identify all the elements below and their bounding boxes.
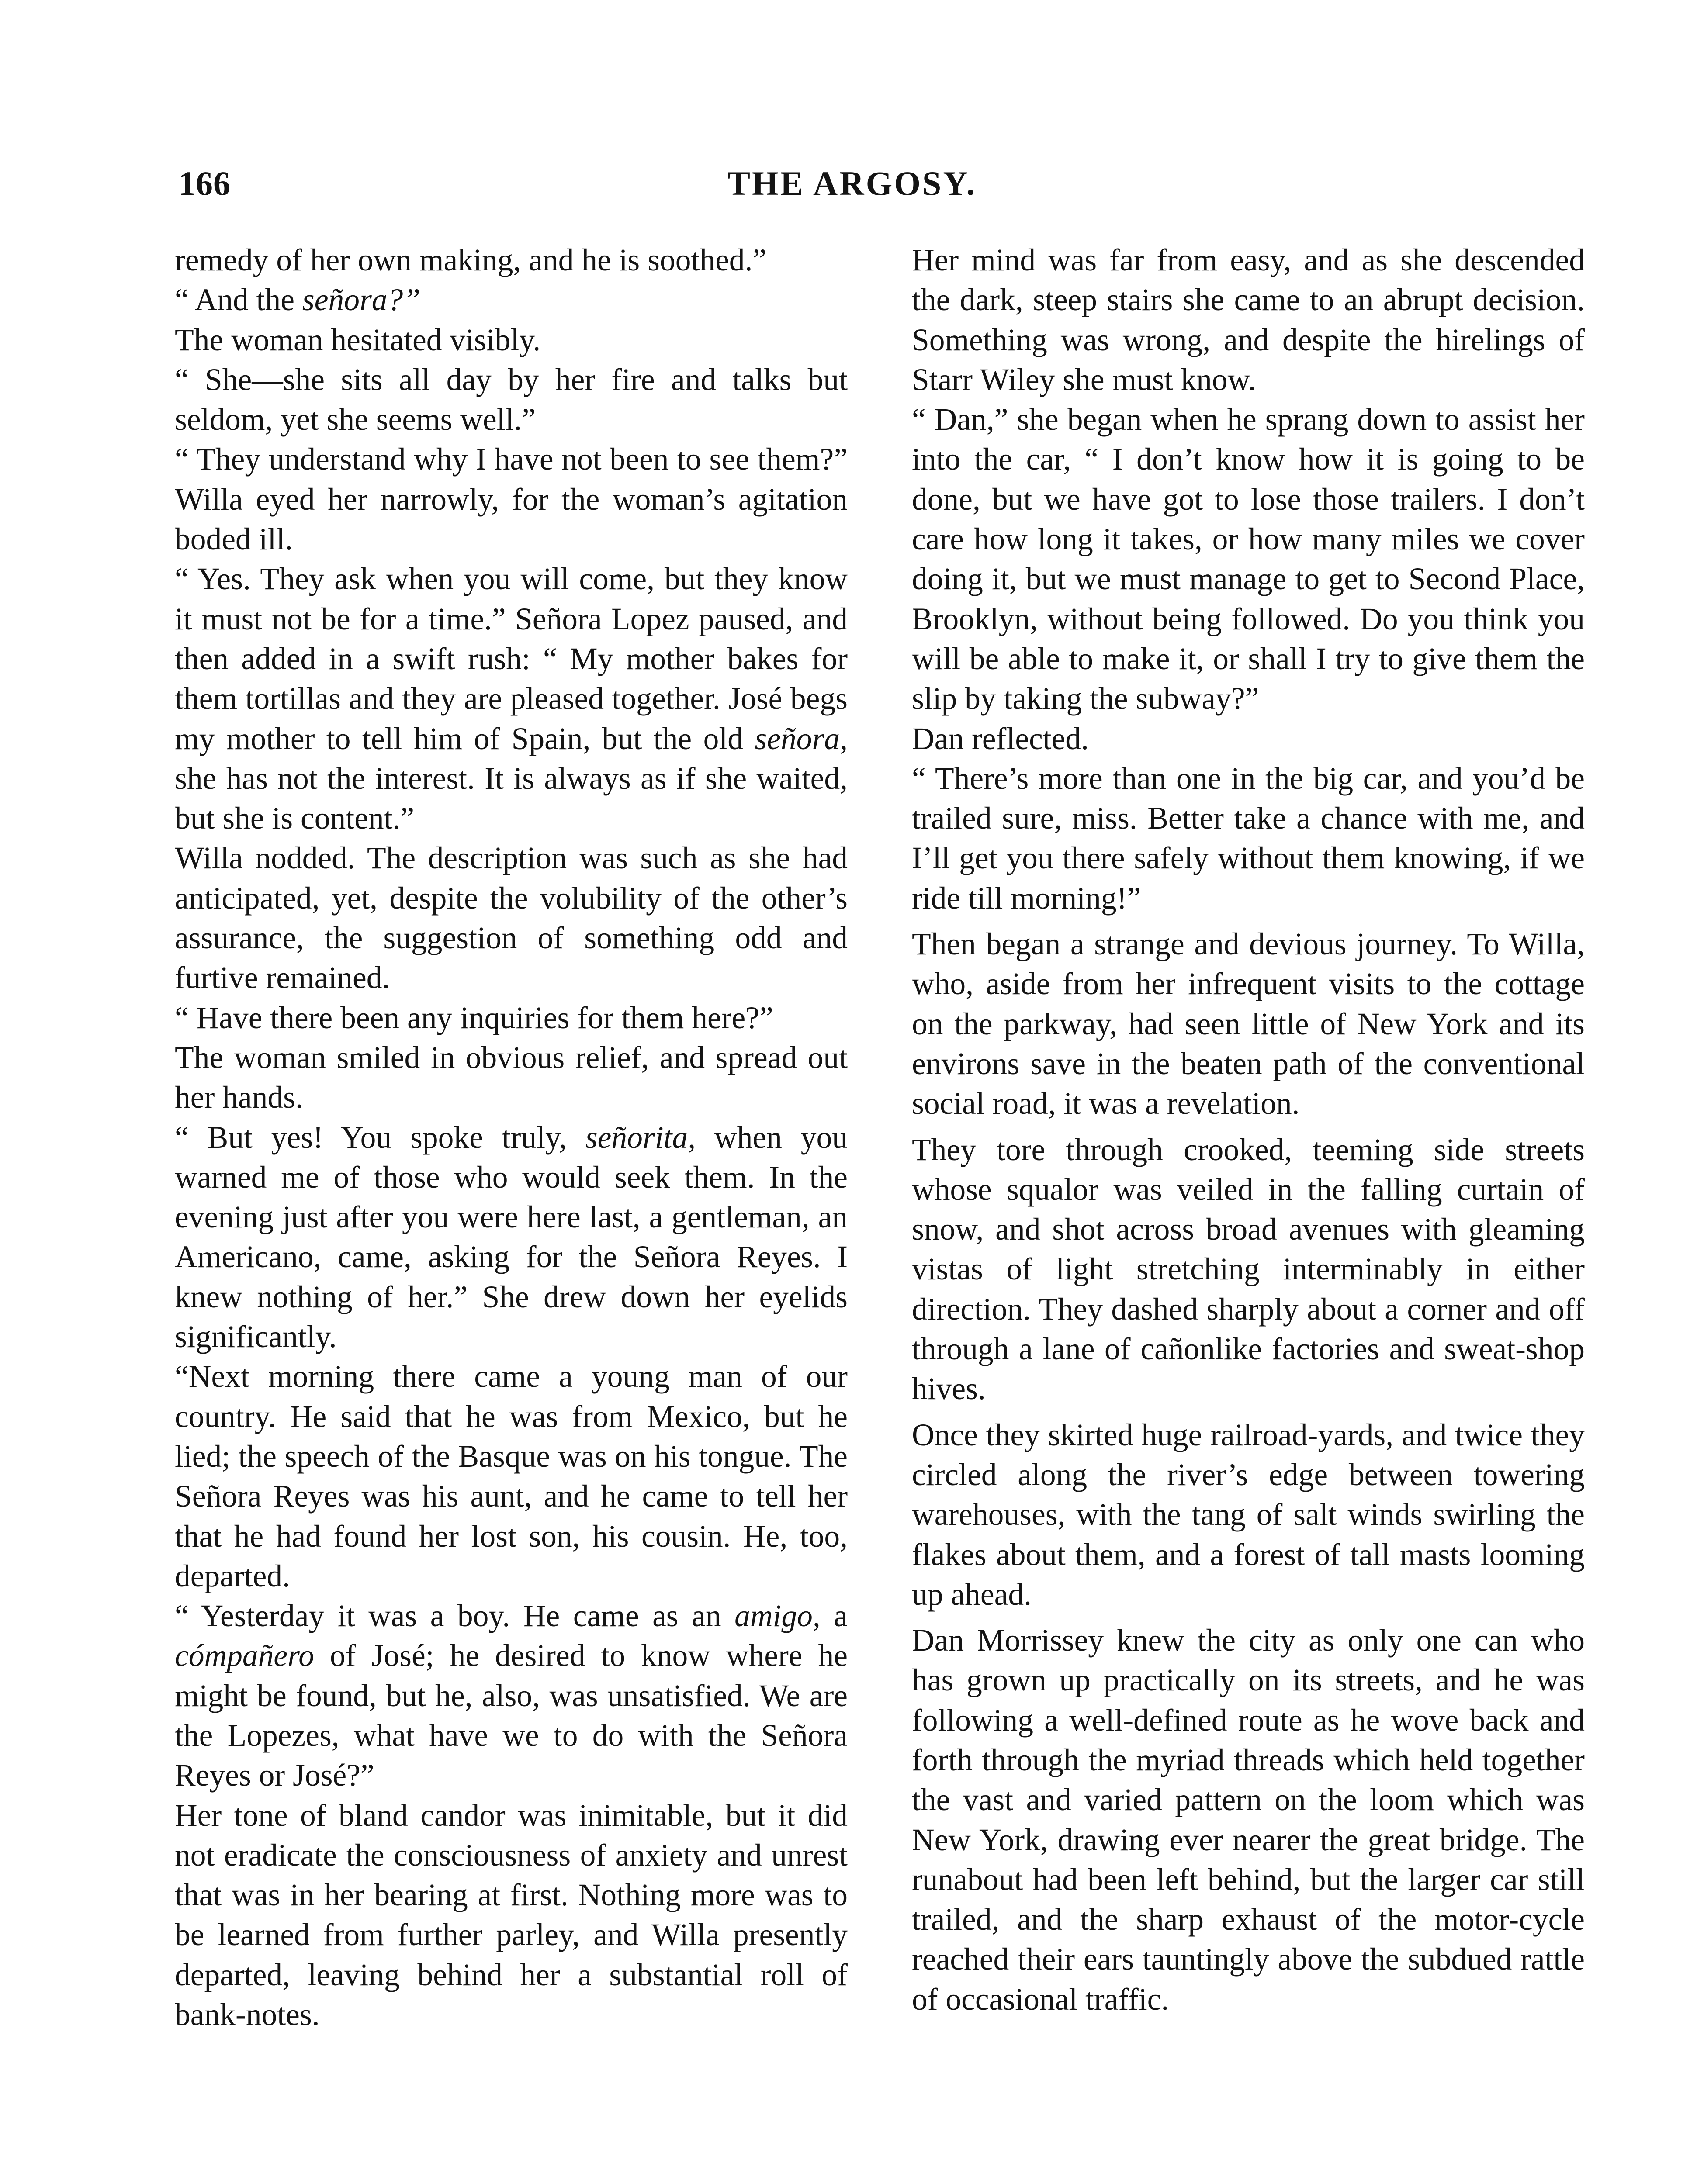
italic-run: cómpañero xyxy=(175,1638,315,1673)
paragraph xyxy=(912,1130,1585,1409)
paragraph xyxy=(912,759,1585,918)
paragraph xyxy=(175,1118,848,1357)
text-run: a xyxy=(820,1599,848,1634)
paragraph xyxy=(175,998,848,1038)
text-run: “ And the xyxy=(175,283,302,318)
paragraph xyxy=(175,439,848,559)
text-run: of José; he desired to know where he might be found, but he, also, was unsatisfied. We are the Lopezes, what have we to do with the Señora Reyes or José?” xyxy=(175,1638,848,1793)
text-run: “ There’s more than one in the big car, and you’d be trailed sure, miss. Better take a chance with me, and I’ll get you there safely without them knowing, if we ride till morning!” xyxy=(912,761,1585,916)
italic-run: señora?” xyxy=(302,283,421,318)
paragraph xyxy=(175,360,848,440)
paragraph xyxy=(175,280,848,320)
text-run: “ Yesterday it was a boy. He came as an xyxy=(175,1599,735,1634)
text-run: They tore through crooked, teeming side streets whose squalor was veiled in the falling curtain of snow, and shot across broad avenues with gleaming vistas of light stretching interminably in either direction. They dashed sharply about a corner and off through a lane of cañonlike factories and sweat-shop hives. xyxy=(912,1132,1585,1406)
text-run: Willa nodded. The description was such as she had anticipated, yet, despite the volubility of the other’s assurance, the suggestion of something odd and furtive remained. xyxy=(175,841,848,995)
running-head: THE ARGOSY. xyxy=(727,164,977,202)
text-run: she has not the interest. It is always as if she waited, but she is content.” xyxy=(175,761,848,836)
text-run: Then began a strange and devious journey. To Willa, who, aside from her infrequent visits to the cottage on the parkway, had seen little of New York and its environs save in the beaten path of the conventional social road, it was a revelation. xyxy=(912,927,1585,1121)
right-column xyxy=(912,240,1585,2019)
paragraph xyxy=(912,924,1585,1123)
paragraph xyxy=(175,320,848,360)
paragraph xyxy=(175,1596,848,1795)
paragraph xyxy=(175,838,848,998)
text-run: The woman smiled in obvious relief, and spread out her hands. xyxy=(175,1040,848,1115)
text-run: “ Have there been any inquiries for them here?” xyxy=(175,1000,773,1035)
paragraph xyxy=(912,400,1585,719)
text-run: “ Dan,” she began when he sprang down to assist her into the car, “ I don’t know how it is going to be done, but we have got to lose those trailers. I don’t care how long it takes, or how many miles we cover doing it, but we must manage to get to Second Place, Brooklyn, without being followed. Do you think you will be able to make it, or shall I try to give them the slip by taking the subway?” xyxy=(912,402,1585,716)
text-run: “ They understand why I have not been to see them?” Willa eyed her narrowly, for the woman’s agitation boded ill. xyxy=(175,442,848,557)
paragraph xyxy=(175,1357,848,1596)
paragraph xyxy=(175,1038,848,1118)
left-column xyxy=(175,240,848,2035)
paragraph xyxy=(912,1621,1585,2019)
paragraph xyxy=(175,1796,848,2035)
text-run: Dan Morrissey knew the city as only one can who has grown up practically on its streets, and he was following a well-defined route as he wove back and forth through the myriad threads which held together the vast and varied pattern on the loom which was New York, drawing ever nearer the great bridge. The runabout had been left behind, but the larger car still trailed, and the sharp exhaust of the motor-cycle reached their ears tauntingly above the subdued rattle of occasional traffic. xyxy=(912,1623,1585,2017)
text-run: remedy of her own making, and he is soothed.” xyxy=(175,243,767,277)
text-run: “Next morning there came a young man of our country. He said that he was from Mexico, but he lied; the speech of the Basque was on his tongue. The Señora Reyes was his aunt, and he came to tell her that he had found her lost son, his cousin. He, too, departed. xyxy=(175,1359,848,1593)
paragraph xyxy=(912,240,1585,400)
italic-run: amigo, xyxy=(734,1599,821,1634)
italic-run: señorita, xyxy=(585,1120,696,1155)
paragraph xyxy=(912,1415,1585,1614)
page-number: 166 xyxy=(178,164,231,202)
paragraph xyxy=(912,719,1585,759)
paragraph xyxy=(175,240,848,280)
paragraph xyxy=(175,559,848,838)
text-run: Her tone of bland candor was inimitable, but it did not eradicate the consciousness of anxiety and unrest that was in her bearing at first. Nothing more was to be learned from further parley, and Willa presently departed, leaving behind her a substantial roll of bank-notes. xyxy=(175,1798,848,2032)
text-run: when you warned me of those who would seek them. In the evening just after you were here last, a gentleman, an Americano, came, asking for the Señora Reyes. I knew nothing of her.” She drew down her eyelids significantly. xyxy=(175,1120,848,1355)
text-run: The woman hesitated visibly. xyxy=(175,322,541,357)
text-run: Once they skirted huge railroad-yards, and twice they circled along the river’s edge between towering warehouses, with the tang of salt winds swirling the flakes about them, and a forest of tall masts looming up ahead. xyxy=(912,1417,1585,1612)
italic-run: señora, xyxy=(755,721,848,756)
text-run: Her mind was far from easy, and as she descended the dark, steep stairs she came to an abrupt decision. Something was wrong, and despite the hirelings of Starr Wiley she must know. xyxy=(912,243,1585,397)
text-run: “ She—she sits all day by her fire and talks but seldom, yet she seems well.” xyxy=(175,362,848,437)
text-run: Dan reflected. xyxy=(912,721,1089,756)
text-run: “ But yes! You spoke truly, xyxy=(175,1120,585,1155)
text-run: “ Yes. They ask when you will come, but they know it must not be for a time.” Señora Lopez paused, and then added in a swift rush: “ My mother bakes for them tortillas and they are pleased together. José begs my mother to tell him of Spain, but the old xyxy=(175,562,848,756)
